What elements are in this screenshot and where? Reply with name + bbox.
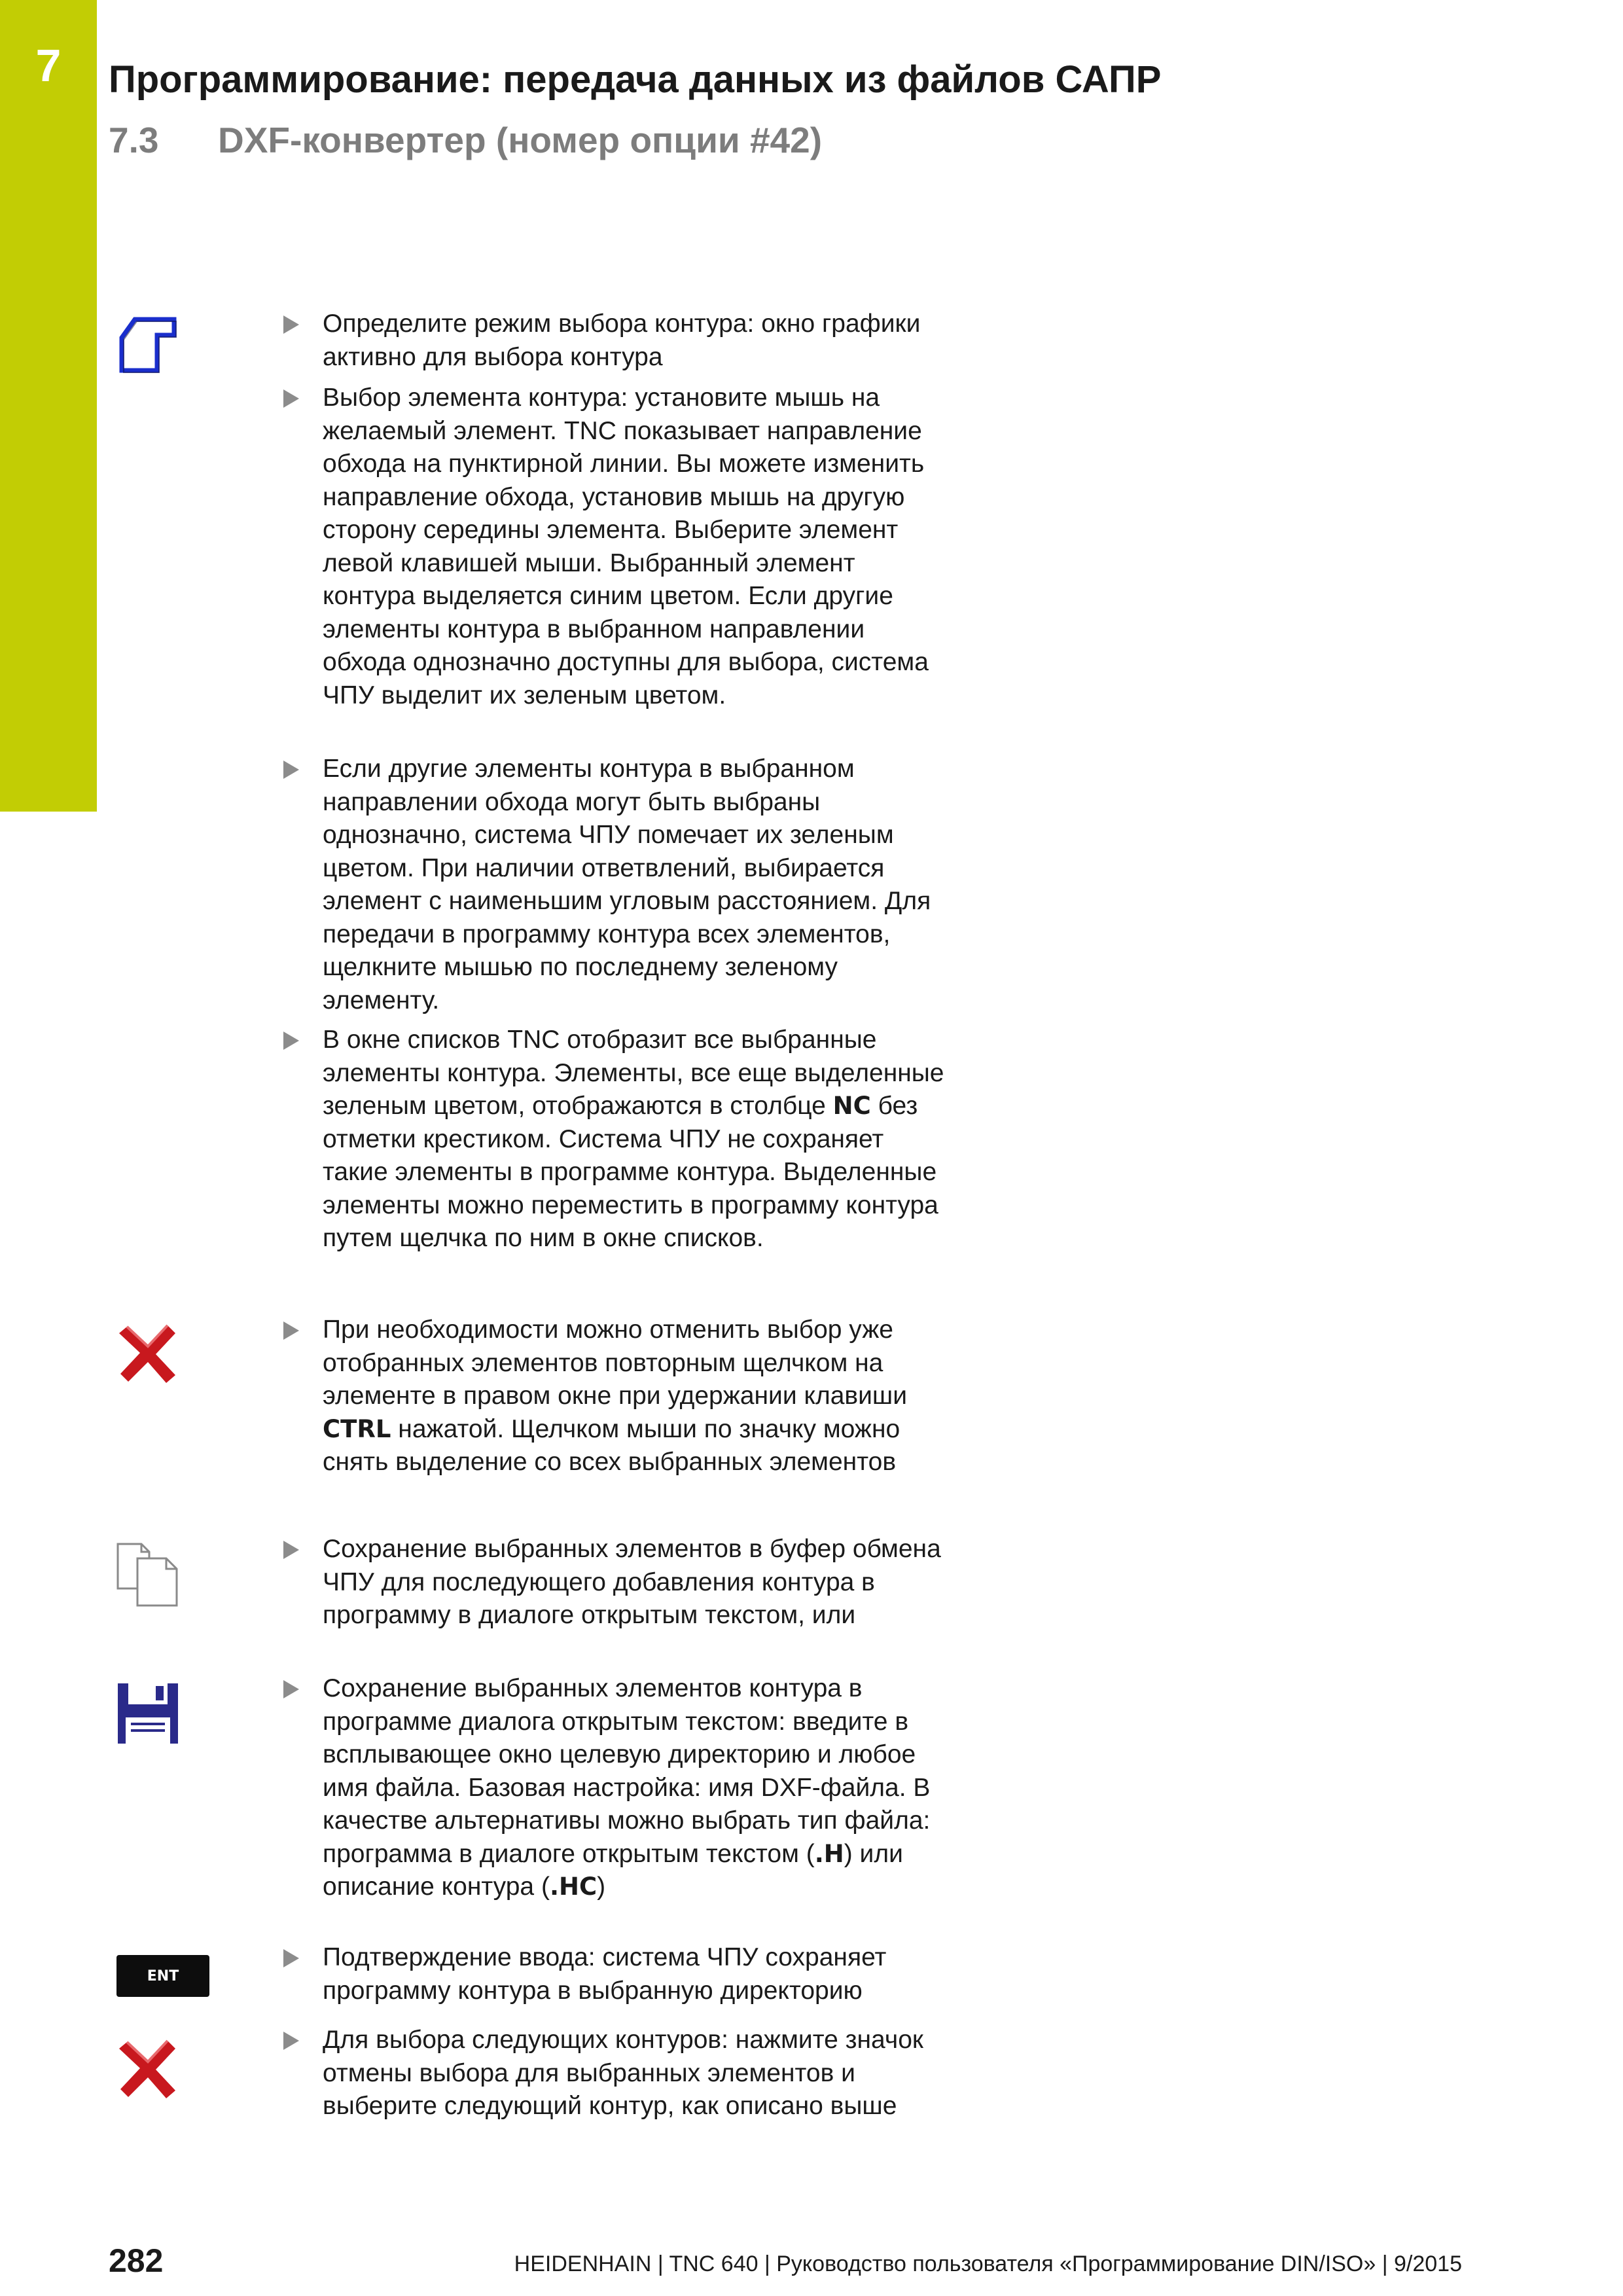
step-text: Определите режим выбора контура: окно графики активно для выбора контура: [323, 310, 921, 371]
step-save-clipboard: [283, 1533, 951, 1632]
section-title: DXF-конвертер (номер опции #42): [218, 120, 823, 160]
red-x-icon: [115, 2036, 181, 2101]
step-select-contour-element: [283, 382, 951, 712]
footer-text: HEIDENHAIN | TNC 640 | Руководство пользователя «Программирование DIN/ISO» | 9/2015: [514, 2251, 1462, 2276]
bullet-arrow-icon: [283, 1031, 299, 1050]
step-text: Для выбора следующих контуров: нажмите значок отмены выбора для выбранных элементов и выберите следующий контур, как описано выше: [323, 2026, 923, 2120]
bullet-arrow-icon: [283, 1321, 299, 1340]
bullet-arrow-icon: [283, 1680, 299, 1698]
step-deselect: [283, 1314, 951, 1479]
step-text: Сохранение выбранных элементов контура в программе диалога открытым текстом: введите в всплывающее окно целевую директорию и любое имя файла. Базовая настройка: имя DXF-файла. В качестве альтернативы можно выбрать тип файла: программа в диалоге открытым текстом (.H) или описание контура (.HC): [323, 1674, 931, 1901]
step-text: Сохранение выбранных элементов в буфер обмена ЧПУ для последующего добавления контура в программу в диалоге открытым текстом, или: [323, 1535, 941, 1629]
step-list-window: [283, 1024, 951, 1255]
step-confirm-input: [283, 1941, 951, 2007]
red-x-icon: [115, 1320, 181, 1386]
chapter-number: 7: [35, 40, 62, 91]
bullet-arrow-icon: [283, 315, 299, 334]
bullet-arrow-icon: [283, 1541, 299, 1559]
ent-key-icon: ENT: [116, 1955, 209, 1997]
ctrl-key-label: CTRL: [323, 1414, 391, 1443]
chapter-title: Программирование: передача данных из файлов САПР: [109, 58, 1162, 101]
bullet-arrow-icon: [283, 2032, 299, 2050]
step-green-elements: [283, 753, 951, 1017]
nc-column-label: NC: [832, 1092, 871, 1120]
step-next-contours: [283, 2024, 951, 2123]
page-number: 282: [109, 2242, 164, 2279]
hc-extension: .HC: [549, 1873, 597, 1901]
step-text: В окне списков TNC отобразит все выбранные элементы контура. Элементы, все еще выделенные зеленым цветом, отображаются в столбце NC без отметки крестиком. Система ЧПУ не сохраняет такие элементы в программе контура. Выделенные элементы можно переместить в программу контура путем щелчка по ним в окне списков.: [323, 1026, 944, 1252]
chapter-tab: [0, 0, 97, 812]
floppy-disk-icon: [116, 1682, 179, 1745]
bullet-arrow-icon: [283, 761, 299, 779]
step-text: Выбор элемента контура: установите мышь на желаемый элемент. TNC показывает направление обхода на пунктирной линии. Вы можете изменить направление обхода, установив мышь на другую сторону середины элемента. Выберите элемент левой клавишей мыши. Выбранный элемент контура выделяется синим цветом. Если другие элементы контура в выбранном направлении обхода однозначно доступны для выбора, система ЧПУ выделит их зеленым цветом.: [323, 384, 929, 709]
step-text: При необходимости можно отменить выбор уже отобранных элементов повторным щелчком на элементе в правом окне при удержании клавиши CTRL нажатой. Щелчком мыши по значку можно снять выделение со всех выбранных элементов: [323, 1316, 907, 1476]
bullet-arrow-icon: [283, 389, 299, 408]
step-define-selection-mode: [283, 308, 951, 374]
bullet-arrow-icon: [283, 1949, 299, 1967]
step-text: Если другие элементы контура в выбранном направлении обхода могут быть выбраны однозначно, система ЧПУ помечает их зеленым цветом. При наличии ответвлений, выбирается элемент с наименьшим угловым расстоянием. Для передачи в программу контура всех элементов, щелкните мышью по последнему зеленому элементу.: [323, 755, 931, 1014]
h-extension: .H: [814, 1839, 844, 1868]
contour-select-icon: [116, 315, 179, 374]
copy-documents-icon: [115, 1541, 181, 1607]
step-save-program: [283, 1672, 951, 1904]
step-text: Подтверждение ввода: система ЧПУ сохраняет программу контура в выбранную директорию: [323, 1943, 887, 2005]
section-number: 7.3: [109, 120, 159, 160]
